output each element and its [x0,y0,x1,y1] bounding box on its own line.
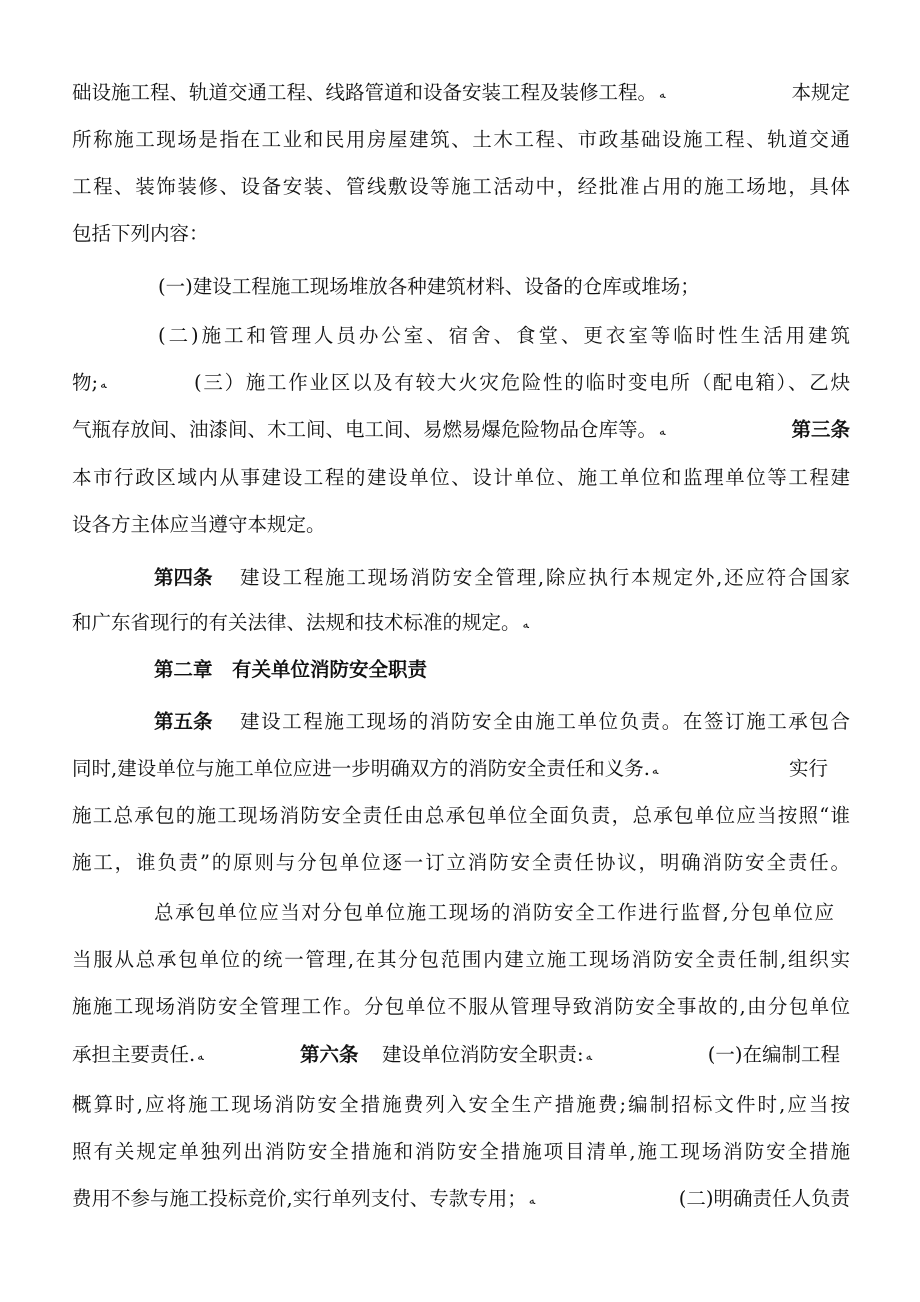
text-run: 费用不参与施工投标竞价,实行单列支付、专款专用； [72,1187,527,1210]
article-heading: 第四条 [154,566,213,589]
text-line-10: 设各方主体应当遵守本规定。 [72,513,326,536]
text-line-22: 概算时,应将施工现场消防安全措施费列入安全生产措施费;编制招标文件时,应当按 [72,1093,850,1116]
text-run: 气瓶存放间、油漆间、木工间、电工间、易燃易爆危险物品仓库等。 [72,418,658,441]
text-line-3: 工程、装饰装修、设备安装、管线敷设等施工活动中，经批准占用的施工场地，具体 [72,175,850,198]
text-line-11 [154,561,850,595]
list-item-3: (三）施工作业区以及有较大火灾危险性的临时变电所（配电箱）、乙炔 [194,371,850,394]
text-line-23: 照有关规定单独列出消防安全措施和消防安全措施项目清单,施工现场消防安全措施 [72,1140,850,1163]
paragraph-mark-icon: ﻪ [100,376,107,391]
text-line-1 [72,76,850,110]
text-line-18: 总承包单位应当对分包单位施工现场的消防安全工作进行监督,分包单位应 [154,901,834,924]
text-line-19: 当服从总承包单位的统一管理,在其分包范围内建立施工现场消防安全责任制,组织实 [72,948,850,971]
text-run-group [382,1038,592,1072]
text-line-21 [72,1038,850,1072]
list-item-1: (一)建设工程施工现场堆放各种建筑材料、设备的仓库或堆场； [158,275,700,298]
text-run: 实行 [788,757,828,780]
paragraph-mark-icon: ﻪ [197,1048,204,1063]
text-run: 础设施工程、轨道交通工程、线路管道和设备安装工程及装修工程。 [72,81,658,104]
text-run: (一)在编制工程 [707,1043,840,1066]
text-line-4: 包括下列内容： [72,222,209,245]
article-heading: 第六条 [300,1043,359,1066]
text-line-17: 施工，谁负责”的原则与分包单位逐一订立消防安全责任协议，明确消防安全责任。 [72,851,850,874]
text-run: 和广东省现行的有关法律、法规和技术标准的规定。 [72,611,521,634]
paragraph-mark-icon: ﻪ [585,1048,593,1063]
paragraph-mark-icon: ﻪ [522,616,529,631]
paragraph-mark-icon: ﻪ [651,762,659,777]
text-run: 同时,建设单位与施工单位应进一步明确双方的消防安全责任和义务. [72,757,650,780]
text-run: 建设工程施工现场的消防安全由施工单位负责。在签订施工承包合 [240,710,850,733]
paragraph-mark-icon: ﻪ [528,1192,536,1207]
text-line-15 [72,752,850,786]
paragraph-mark-icon: ﻪ [659,423,666,438]
article-heading: 第五条 [154,710,213,733]
text-line-14 [154,705,850,739]
text-run: 建设单位消防安全职责: [382,1043,584,1066]
text-line-20: 施施工现场消防安全管理工作。分包单位不服从管理导致消防安全事故的,由分包单位 [72,995,850,1018]
text-run: 物; [72,371,99,394]
text-run: 本规定 [791,81,850,104]
text-line-24 [72,1182,850,1216]
paragraph-mark-icon: ﻪ [659,86,666,101]
text-run: 建设工程施工现场消防安全管理,除应执行本规定外,还应符合国家 [240,566,850,589]
article-heading: 第三条 [791,418,850,441]
text-run: (二)明确责任人负责 [678,1187,850,1210]
text-line-7 [72,366,850,400]
text-run: 承担主要责任. [72,1043,196,1066]
text-line-8 [72,413,850,447]
chapter-heading: 第二章 有关单位消防安全职责 [154,658,428,681]
text-line-2: 所称施工现场是指在工业和民用房屋建筑、土木工程、市政基础设施工程、轨道交通 [72,128,850,151]
text-line-12 [72,606,850,640]
text-line-16: 施工总承包的施工现场消防安全责任由总承包单位全面负责，总承包单位应当按照“谁 [72,804,850,827]
list-item-2: (二)施工和管理人员办公室、宿舍、食堂、更衣室等临时性生活用建筑 [158,324,850,347]
text-line-9: 本市行政区域内从事建设工程的建设单位、设计单位、施工单位和监理单位等工程建 [72,466,850,489]
